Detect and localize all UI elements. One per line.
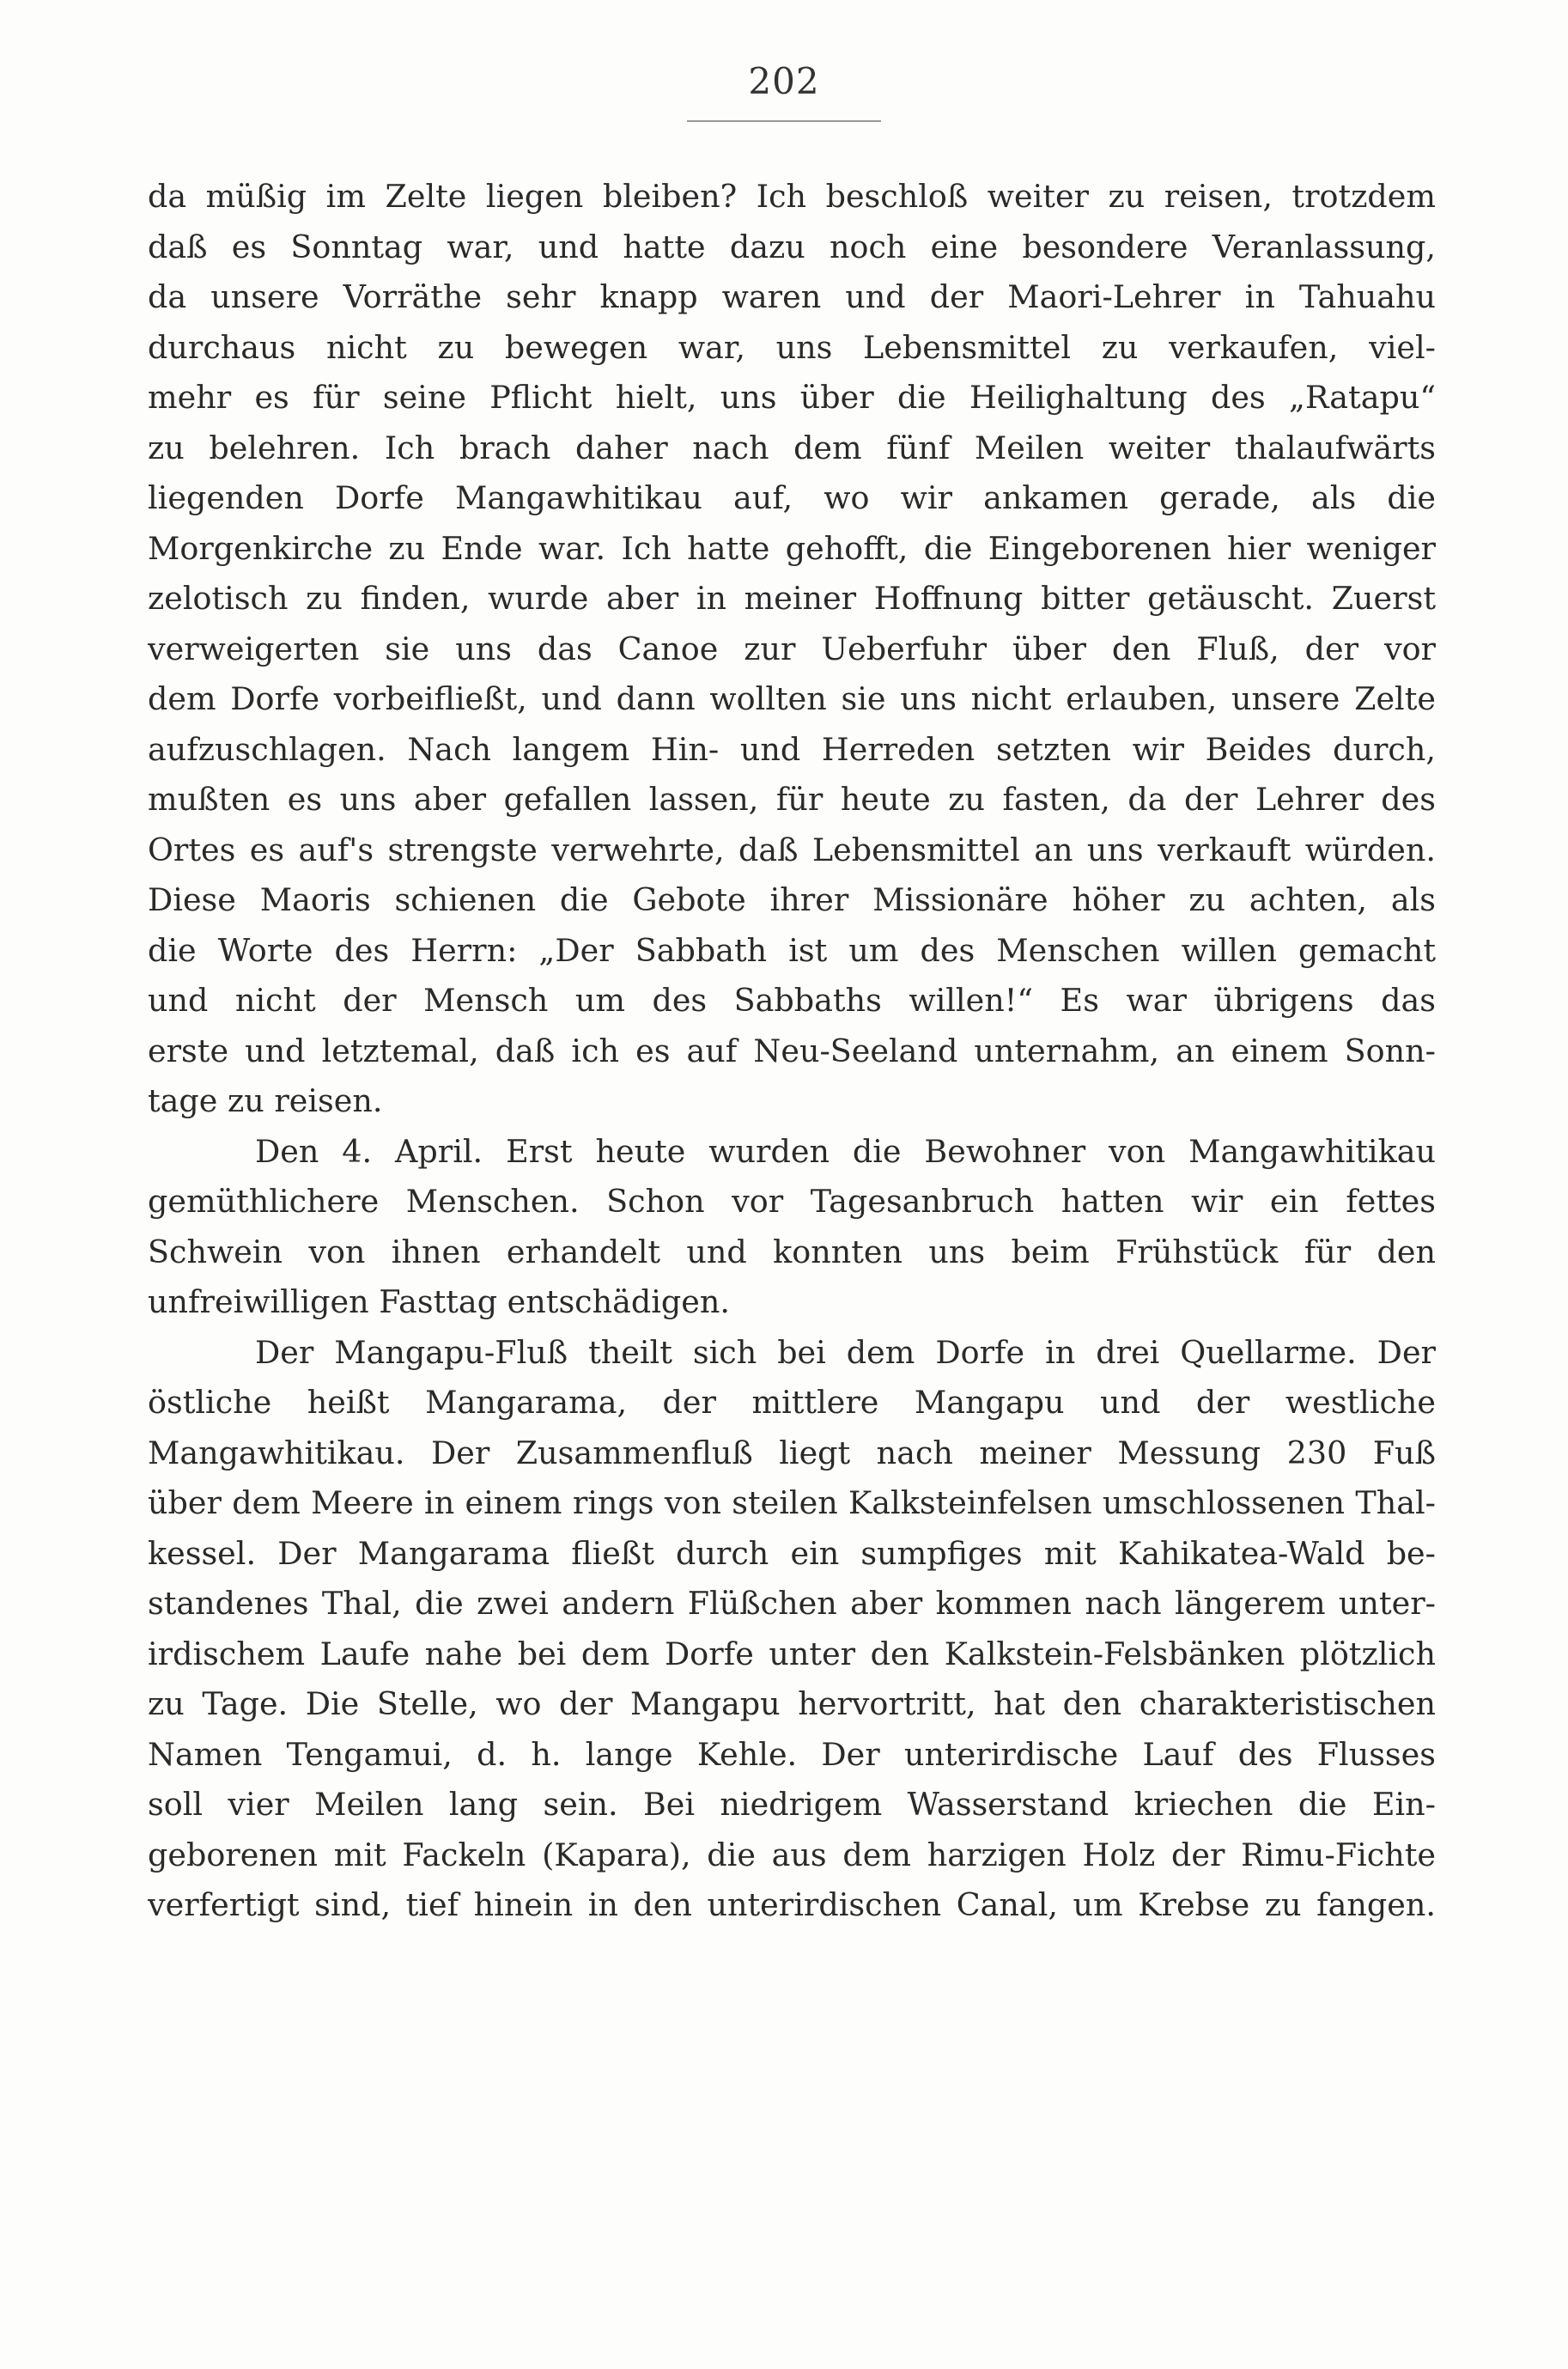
text-line: geborenen mit Fackeln (Kapara), die aus dem harzigen Holz der Rimu-Fichte	[148, 1836, 1436, 1873]
text-line: Ortes es auf's strengste verwehrte, daß Lebensmittel an uns verkauft würden.	[148, 831, 1436, 868]
page-number: 202	[748, 60, 820, 102]
text-line: aufzuschlagen. Nach langem Hin- und Herreden setzten wir Beides durch,	[148, 730, 1436, 768]
text-line: tage zu reisen.	[148, 1082, 383, 1119]
text-line: liegenden Dorfe Mangawhitikau auf, wo wir ankamen gerade, als die	[148, 479, 1436, 516]
text-line: Diese Maoris schienen die Gebote ihrer Missionäre höher zu achten, als	[148, 881, 1436, 918]
text-line: dem Dorfe vorbeifließt, und dann wollten sie uns nicht erlauben, unsere Zelte	[148, 680, 1436, 717]
text-line: Schwein von ihnen erhandelt und konnten uns beim Frühstück für den	[148, 1233, 1436, 1270]
text-line: Der Mangapu-Fluß theilt sich bei dem Dorfe in drei Quellarme. Der	[255, 1333, 1436, 1371]
text-line: irdischem Laufe nahe bei dem Dorfe unter den Kalkstein-Felsbänken plötzlich	[148, 1635, 1436, 1672]
text-line: zelotisch zu finden, wurde aber in meiner Hoffnung bitter getäuscht. Zuerst	[148, 580, 1436, 617]
text-line: Morgenkirche zu Ende war. Ich hatte gehofft, die Eingeborenen hier weniger	[148, 529, 1436, 567]
text-line: durchaus nicht zu bewegen war, uns Lebensmittel zu verkaufen, viel-	[148, 328, 1436, 366]
text-line: mehr es für seine Pflicht hielt, uns über die Heilighaltung des „Ratapu“	[148, 379, 1436, 416]
text-line: Namen Tengamui, d. h. lange Kehle. Der unterirdische Lauf des Flusses	[148, 1735, 1436, 1773]
text-line: unfreiwilligen Fasttag entschädigen.	[148, 1283, 730, 1320]
body-text	[148, 172, 1436, 1931]
text-line: östliche heißt Mangarama, der mittlere Mangapu und der westliche	[148, 1384, 1436, 1421]
text-line: und nicht der Mensch um des Sabbaths willen!“ Es war übrigens das	[148, 982, 1436, 1019]
text-line: über dem Meere in einem rings von steilen Kalksteinfelsen umschlossenen Thal-	[148, 1484, 1436, 1521]
text-line: zu belehren. Ich brach daher nach dem fünf Meilen weiter thalaufwärts	[148, 429, 1436, 466]
text-line: gemüthlichere Menschen. Schon vor Tagesanbruch hatten wir ein fettes	[148, 1183, 1436, 1220]
text-line: verfertigt sind, tief hinein in den unterirdischen Canal, um Krebse zu fangen.	[148, 1886, 1436, 1923]
text-line: Mangawhitikau. Der Zusammenfluß liegt nach meiner Messung 230 Fuß	[148, 1434, 1436, 1471]
text-line: Den 4. April. Erst heute wurden die Bewohner von Mangawhitikau	[255, 1132, 1436, 1170]
text-line: da unsere Vorräthe sehr knapp waren und der Maori-Lehrer in Tahuahu	[148, 278, 1436, 315]
text-line: kessel. Der Mangarama fließt durch ein sumpfiges mit Kahikatea-Wald be-	[148, 1534, 1436, 1572]
text-line: erste und letztemal, daß ich es auf Neu-Seeland unternahm, an einem Sonn-	[148, 1032, 1436, 1069]
text-line: daß es Sonntag war, und hatte dazu noch eine besondere Veranlassung,	[148, 228, 1436, 265]
text-line: mußten es uns aber gefallen lassen, für heute zu fasten, da der Lehrer des	[148, 781, 1436, 818]
text-line: die Worte des Herrn: „Der Sabbath ist um des Menschen willen gemacht	[148, 931, 1436, 969]
text-line: soll vier Meilen lang sein. Bei niedrigem Wasserstand kriechen die Ein-	[148, 1786, 1436, 1823]
header-rule	[687, 120, 881, 122]
text-line: standenes Thal, die zwei andern Flüßchen aber kommen nach längerem unter-	[148, 1585, 1436, 1622]
text-line: zu Tage. Die Stelle, wo der Mangapu hervortritt, hat den charakteristischen	[148, 1685, 1436, 1722]
text-line: verweigerten sie uns das Canoe zur Ueberfuhr über den Fluß, der vor	[148, 630, 1436, 667]
text-line: da müßig im Zelte liegen bleiben? Ich beschloß weiter zu reisen, trotzdem	[148, 178, 1436, 215]
